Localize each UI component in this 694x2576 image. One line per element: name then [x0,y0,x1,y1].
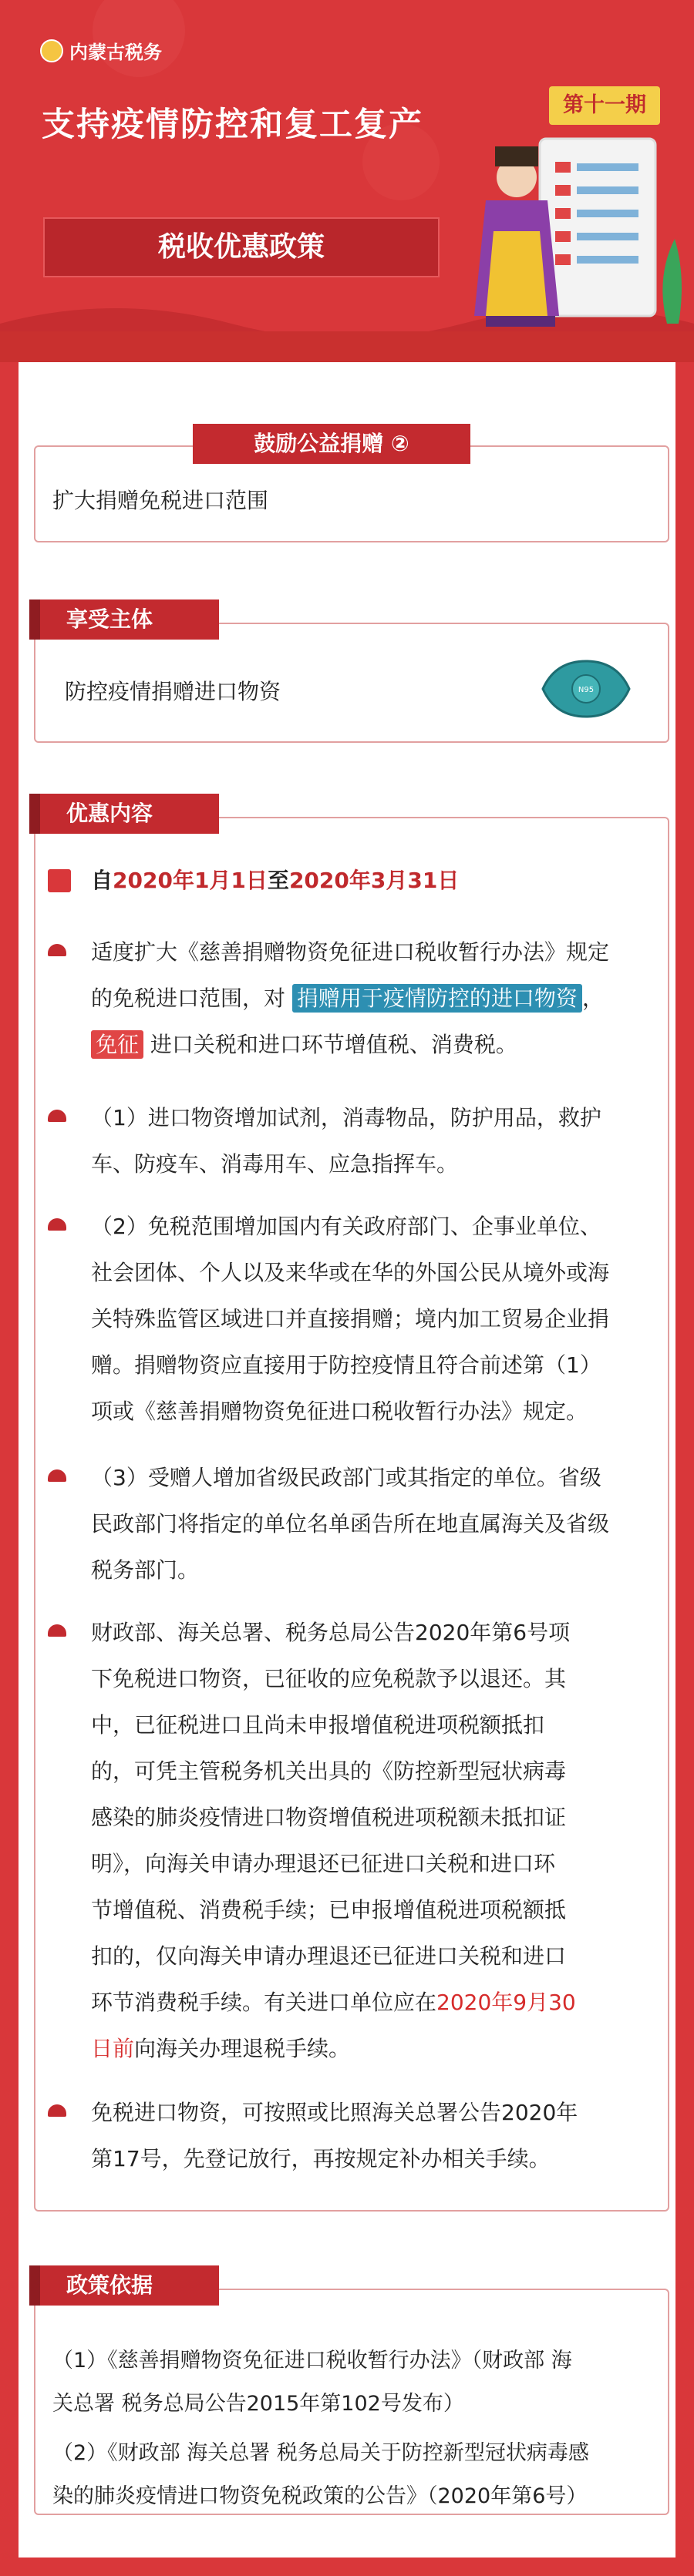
brand-logo [40,37,162,64]
date-start: 2020年1月1日 [113,868,268,893]
para5-deadline-b: 日前 [91,2036,135,2061]
subject-tab: 享受主体 [34,599,219,640]
para5-line8: 扣的，仅向海关申请办理退还已征进口关税和进口 [91,1943,567,1969]
basis-tab: 政策依据 [34,2265,219,2306]
para2-line2: 车、防疫车、消毒用车、应急指挥车。 [91,1151,459,1177]
basis-line3: （2）《财政部 海关总署 税务总局关于防控新型冠状病毒感 [52,2441,589,2465]
clipboard-woman-illustration [455,123,686,354]
calendar-icon [48,869,71,892]
mask-label: N95 [578,686,595,694]
para4-line3: 税务部门。 [91,1557,200,1583]
header-banner [0,0,694,362]
date-mid: 至 [267,868,289,893]
para5-line9 [91,1980,576,2026]
subtitle-bar: 税收优惠政策 [43,217,440,277]
header-bottom-band [0,331,694,362]
para5-deadline-a: 2020年9月30 [436,1990,576,2015]
para5-line10 [91,2026,350,2072]
intro-text: 扩大捐赠免税进口范围 [52,488,269,513]
para1-text-b: 的免税进口范围，对 [91,986,286,1011]
para2-line1: （1）进口物资增加试剂，消毒物品，防护用品，救护 [91,1105,601,1130]
para5-line5: 感染的肺炎疫情进口物资增值税进项税额未抵扣证 [91,1805,567,1830]
para1-highlight-goods: 捐赠用于疫情防控的进口物资 [292,984,582,1013]
basis-line4: 染的肺炎疫情进口物资免税政策的公告》（2020年第6号） [52,2484,588,2508]
para3-line3: 关特殊监管区域进口并直接捐赠；境内加工贸易企业捐 [91,1306,610,1332]
mask-icon [540,657,632,721]
basis-line1: （1）《慈善捐赠物资免征进口税收暂行办法》（财政部 海 [52,2349,572,2373]
para5-line2: 下免税进口物资，已征收的应免税款予以退还。其 [91,1666,567,1691]
para1-line1: 适度扩大《慈善捐赠物资免征进口税收暂行办法》规定 [91,939,610,965]
para3-line4: 赠。捐赠物资应直接用于防控疫情且符合前述第（1） [91,1352,601,1378]
para5-line3: 中，已征税进口且尚未申报增值税进项税额抵扣 [91,1712,545,1738]
para6-line1: 免税进口物资，可按照或比照海关总署公告2020年 [91,2100,578,2125]
section-title-tab: 鼓励公益捐赠 ② [193,424,470,464]
date-prefix: 自 [91,868,113,893]
brand-name: 内蒙古税务 [69,42,162,63]
para5-line1: 财政部、海关总署、税务总局公告2020年第6号项 [91,1620,571,1645]
date-range [91,858,459,904]
tax-emblem-icon [40,39,63,62]
para6-line2: 第17号，先登记放行，再按规定补办相关手续。 [91,2146,551,2171]
issue-badge: 第十一期 [549,86,660,125]
para5-text-9: 环节消费税手续。有关进口单位应在 [91,1990,437,2015]
date-end: 2020年3月31日 [288,868,460,893]
para4-line1: （3）受赠人增加省级民政部门或其指定的单位。省级 [91,1465,601,1490]
para5-line7: 节增值税、消费税手续；已申报增值税进项税额抵 [91,1897,567,1923]
para1-text-c: ， [581,986,604,1011]
para3-line5: 项或《慈善捐赠物资免征进口税收暂行办法》规定。 [91,1399,588,1424]
page-title: 支持疫情防控和复工复产 [42,106,423,144]
para1-line2 [91,976,604,1022]
para3-line1: （2）免税范围增加国内有关政府部门、企事业单位、 [91,1214,601,1239]
content-tab: 优惠内容 [34,794,219,834]
para1-highlight-exempt: 免征 [91,1030,143,1059]
para5-line4: 的，可凭主管税务机关出具的《防控新型冠状病毒 [91,1758,567,1784]
para1-text-d: 进口关税和进口环节增值税、消费税。 [150,1032,517,1057]
para3-line2: 社会团体、个人以及来华或在华的外国公民从境外或海 [91,1260,610,1285]
para4-line2: 民政部门将指定的单位名单函告所在地直属海关及省级 [91,1511,610,1537]
para5-text-10: 向海关办理退税手续。 [134,2036,351,2061]
para5-line6: 明》，向海关申请办理退还已征进口关税和进口环 [91,1851,556,1876]
para1-line3 [91,1022,517,1068]
basis-line2: 关总署 税务总局公告2015年第102号发布） [52,2392,464,2416]
subject-text: 防控疫情捐赠进口物资 [65,679,281,704]
